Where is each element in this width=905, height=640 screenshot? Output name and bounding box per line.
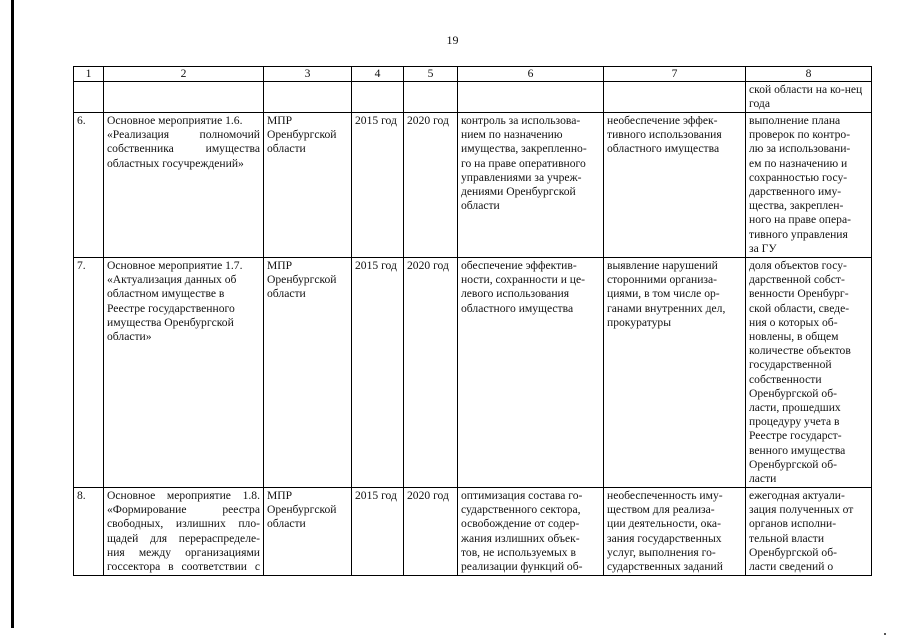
indicator-cell: ежегодная актуали- зация полученных от органов исполни- тельной власти Оренбургской об- ласти сведений о — [746, 488, 872, 576]
start-year-cell: 2015 год — [352, 488, 404, 576]
col-header-4: 4 — [352, 67, 404, 82]
start-year-cell: 2015 год — [352, 113, 404, 258]
risk-cell: выявление нарушений сторонними организа- циями, в том числе ор- ганами внутренних дел, прокуратуры — [604, 258, 746, 488]
risk-cell: необеспечение эффек- тивного использования областного имущества — [604, 113, 746, 258]
col-header-7: 7 — [604, 67, 746, 82]
continuation-cell: ской области на ко-нец года — [746, 82, 872, 113]
executor-cell: МПР Оренбургской области — [264, 258, 352, 488]
measure-cell: Основное мероприятие 1.7. «Актуализация данных об областном имуществе в Реестре государственного имущества Оренбургской области» — [104, 258, 264, 488]
executor-cell: МПР Оренбургской области — [264, 488, 352, 576]
risk-cell: необеспеченность иму- ществом для реализа- ции деятельности, ока- зания государственных услуг, выполнения го- сударственных заданий — [604, 488, 746, 576]
end-year-cell: 2020 год — [404, 113, 458, 258]
measure-line: областных госучреждений» — [107, 156, 244, 170]
measure-line: собственника имущества — [107, 142, 260, 156]
continuation-row — [74, 82, 872, 113]
indicator-cell: выполнение плана проверок по контро- лю за использовани- ем по назначению и сохранностью госу- дарственного иму- щества, закреплен- ного на праве опера- тивного управления за ГУ — [746, 113, 872, 258]
table-row — [74, 258, 872, 488]
measures-table — [73, 66, 872, 576]
page-number: 19 — [446, 33, 459, 47]
col-header-6: 6 — [458, 67, 604, 82]
table-row — [74, 488, 872, 576]
measure-line: «Реализация полномочий — [107, 128, 260, 142]
end-year-cell: 2020 год — [404, 258, 458, 488]
col-header-1: 1 — [74, 67, 104, 82]
row-number: 8. — [74, 488, 104, 576]
measure-cell — [104, 113, 264, 258]
table-row — [74, 113, 872, 258]
executor-cell: МПР Оренбургской области — [264, 113, 352, 258]
scan-speck — [884, 633, 886, 635]
page-edge-bar — [11, 0, 14, 628]
start-year-cell: 2015 год — [352, 258, 404, 488]
measure-line: Основное мероприятие 1.6. — [107, 114, 243, 127]
indicator-cell: доля объектов госу- дарственной собст- венности Оренбург- ской области, сведе- ния о которых об- новлены, в общем количестве объектов государственной собственности Оренбургской об- ласти, прошедших процедуру учета в Реестре государст- венного имущества Оренбургской об- ласти — [746, 258, 872, 488]
goal-cell: обеспечение эффектив- ности, сохранности и це- левого использования областного имущества — [458, 258, 604, 488]
row-number: 7. — [74, 258, 104, 488]
header-row — [74, 67, 872, 82]
end-year-cell: 2020 год — [404, 488, 458, 576]
col-header-3: 3 — [264, 67, 352, 82]
col-header-8: 8 — [746, 67, 872, 82]
col-header-2: 2 — [104, 67, 264, 82]
col-header-5: 5 — [404, 67, 458, 82]
measure-cell: Основное мероприятие 1.8. «Формирование реестра свободных, излишних пло- щадей для перераспределе- ния между организациями госсектора в соответствии с — [104, 488, 264, 576]
row-number: 6. — [74, 113, 104, 258]
goal-cell: оптимизация состава го- сударственного сектора, освобождение от содер- жания излишних объек- тов, не используемых в реализации функций об- — [458, 488, 604, 576]
goal-cell: контроль за использова- нием по назначению имущества, закрепленно- го на праве оперативного управлениями за учреж- дениями Оренбургской области — [458, 113, 604, 258]
